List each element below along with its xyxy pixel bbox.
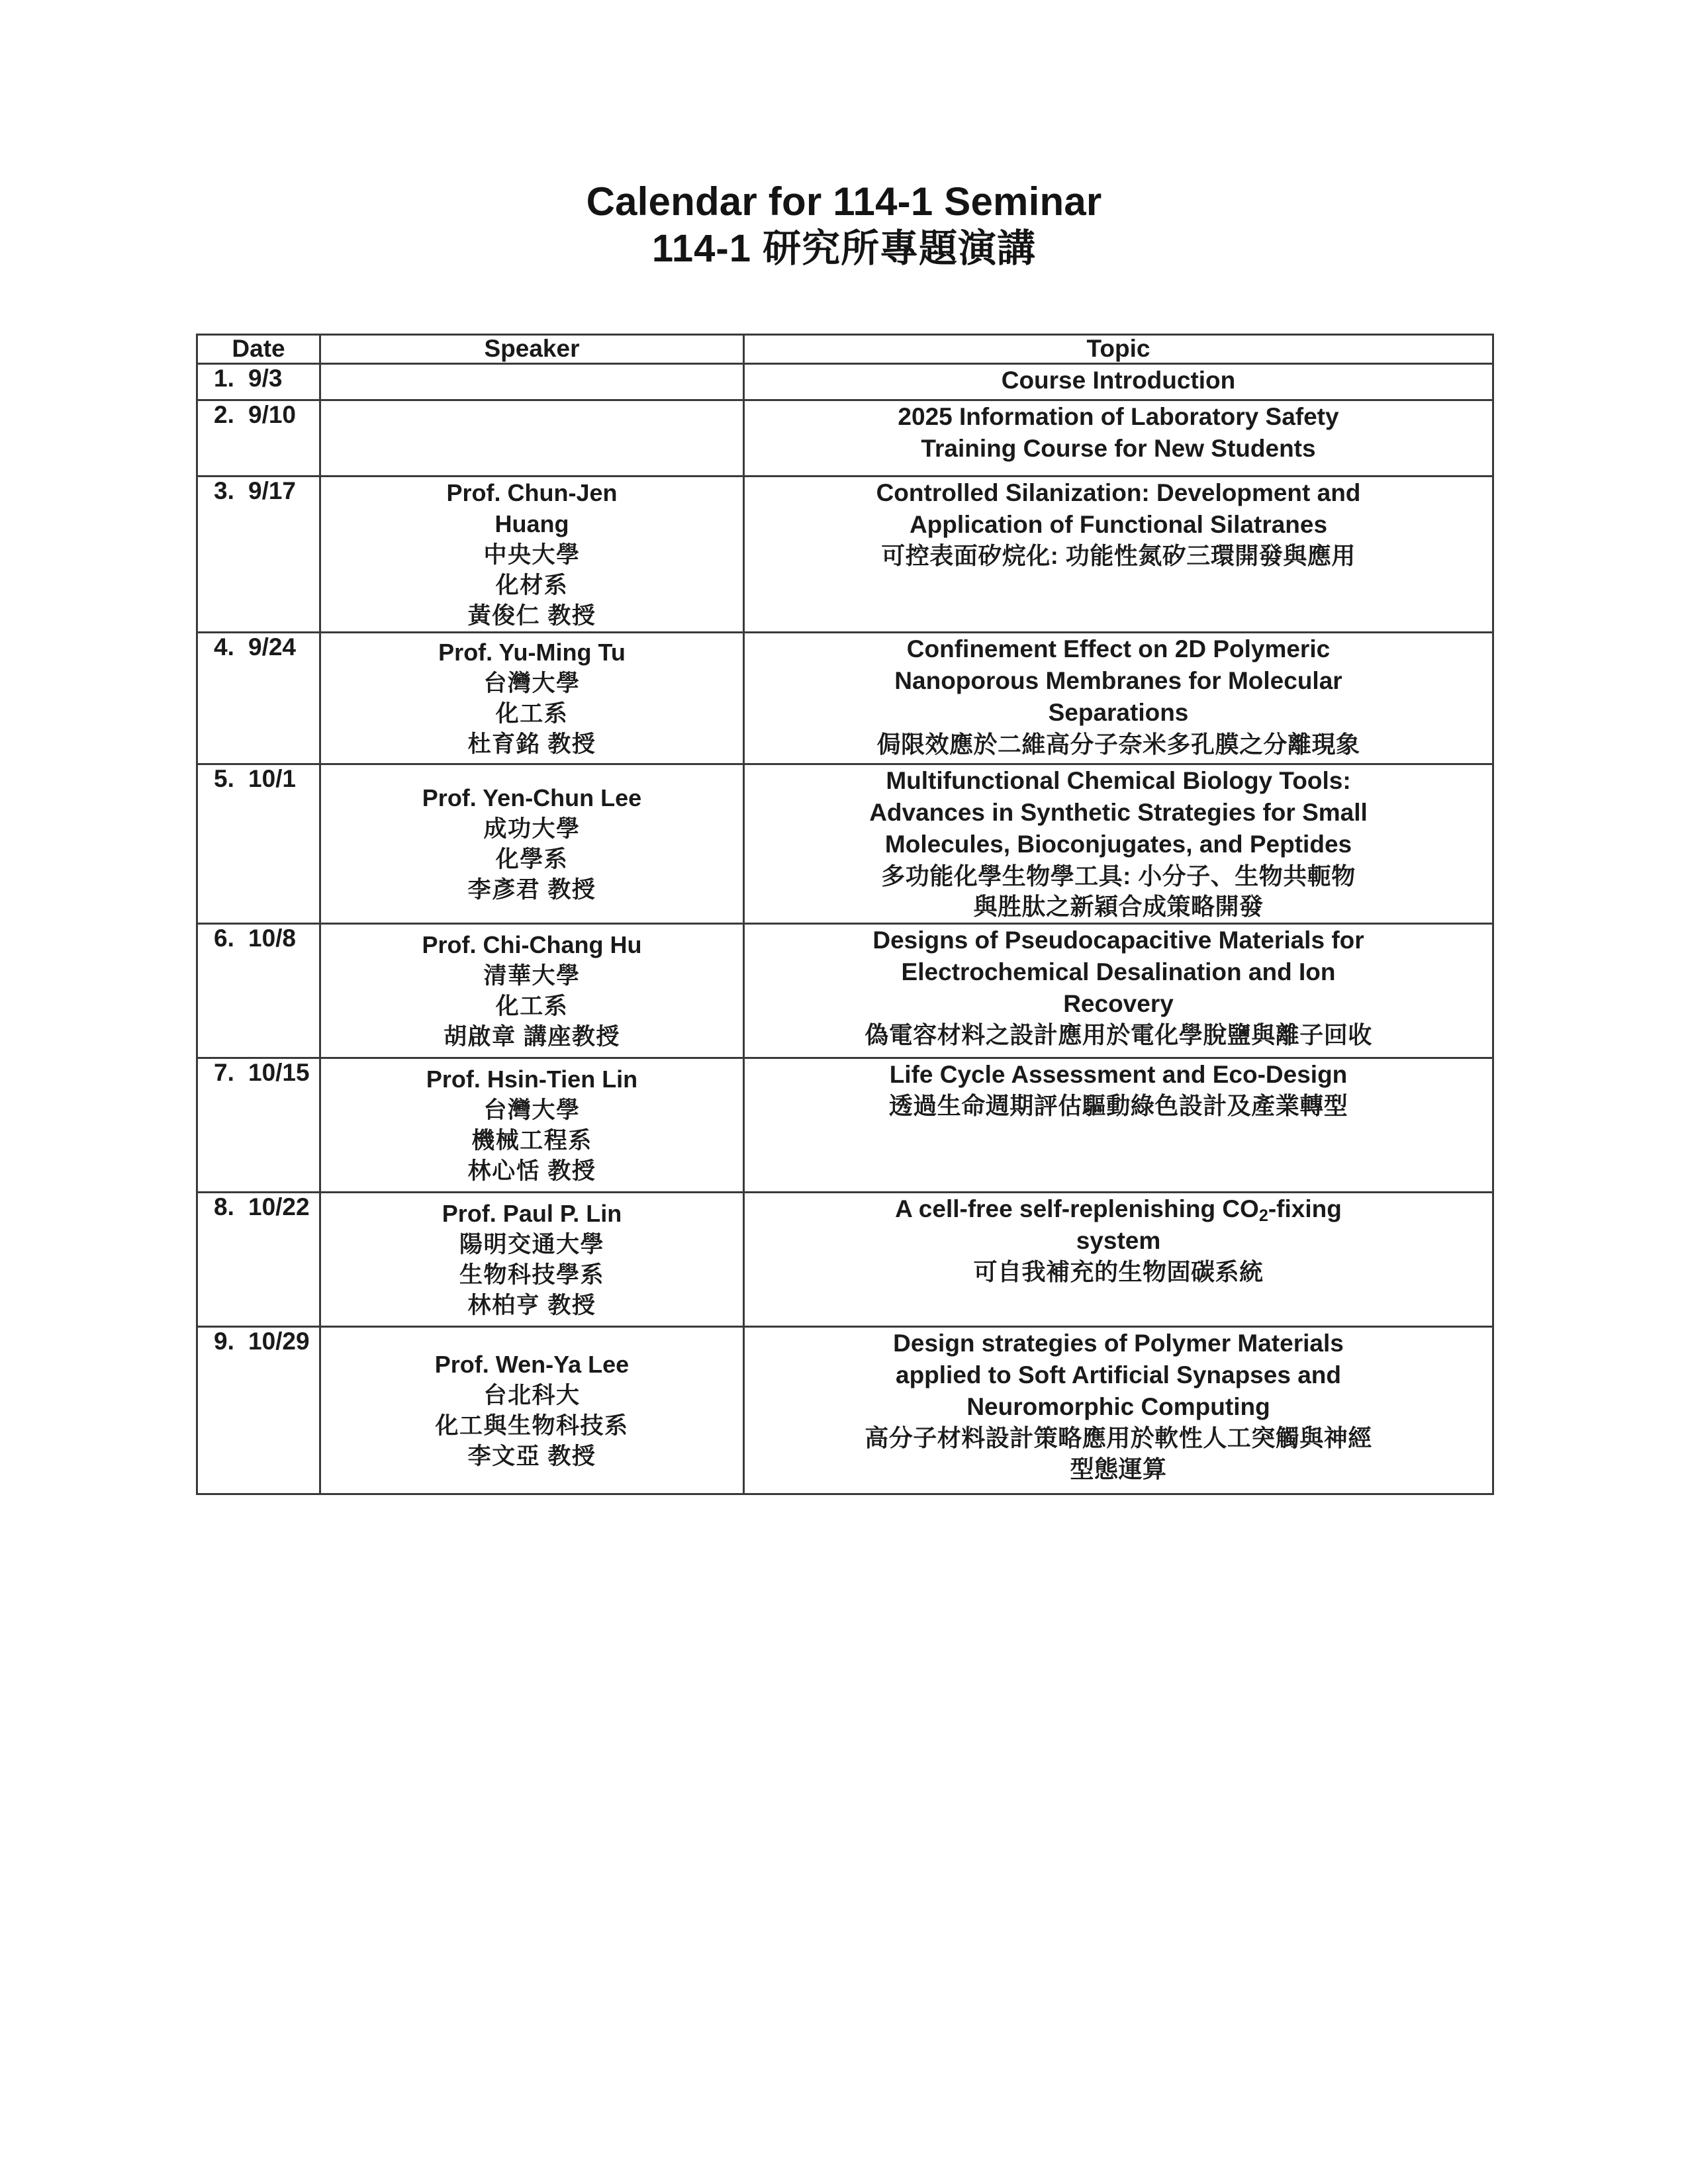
topic-line: 型態運算 xyxy=(1070,1455,1167,1483)
topic-line: 侷限效應於二維高分子奈米多孔膜之分離現象 xyxy=(876,730,1360,758)
speaker-line: 林柏亨 教授 xyxy=(467,1292,596,1318)
table-row xyxy=(197,1193,1493,1327)
schedule-table-wrapper xyxy=(196,334,1492,1495)
row-date-value: 9/3 xyxy=(248,364,283,392)
topic-line: Controlled Silanization: Development and xyxy=(876,478,1361,506)
cell-speaker xyxy=(320,1193,744,1327)
topic-line: A cell-free self-replenishing $CO_2$-fixing xyxy=(895,1195,1342,1225)
row-date-value: 10/8 xyxy=(248,925,297,952)
row-date-value: 9/17 xyxy=(248,477,297,504)
topic-line: Life Cycle Assessment and Eco-Design xyxy=(889,1061,1348,1089)
cell-date xyxy=(197,764,320,924)
speaker-line: Prof. Chi-Chang Hu xyxy=(422,931,642,959)
table-header-row xyxy=(197,334,1493,363)
topic-line: Designs of Pseudocapacitive Materials for xyxy=(872,927,1364,954)
cell-topic xyxy=(744,1058,1493,1193)
row-date-value: 9/24 xyxy=(248,633,297,661)
speaker-line: 台灣大學 xyxy=(483,1097,581,1123)
table-row xyxy=(197,924,1493,1058)
row-date-value: 10/1 xyxy=(248,765,297,793)
cell-date xyxy=(197,363,320,400)
speaker-line: Prof. Wen-Ya Lee xyxy=(434,1351,630,1379)
cell-date xyxy=(197,1327,320,1494)
cell-topic xyxy=(744,924,1493,1058)
speaker-line: 陽明交通大學 xyxy=(459,1231,604,1257)
column-header-speaker: Speaker xyxy=(320,334,744,363)
cell-speaker xyxy=(320,476,744,633)
row-number: 8. xyxy=(214,1193,234,1221)
cell-speaker xyxy=(320,1327,744,1494)
page-title-chinese: 114-1 研究所專題演講 xyxy=(651,227,1037,271)
document-title-block xyxy=(0,0,1688,273)
table-row xyxy=(197,363,1493,400)
speaker-line: Prof. Hsin-Tien Lin xyxy=(426,1066,638,1093)
column-header-topic: Topic xyxy=(744,334,1493,363)
speaker-line: 黃俊仁 教授 xyxy=(467,603,596,629)
topic-line: Neuromorphic Computing xyxy=(966,1393,1270,1421)
table-row xyxy=(197,1327,1493,1494)
column-header-date: Date xyxy=(197,334,320,363)
speaker-line: 林心恬 教授 xyxy=(467,1158,596,1184)
topic-line: 透過生命週期評估驅動綠色設計及產業轉型 xyxy=(888,1092,1348,1120)
cell-date xyxy=(197,633,320,764)
row-number: 6. xyxy=(214,925,234,952)
speaker-line: 化學系 xyxy=(495,846,569,872)
topic-line: Recovery xyxy=(1063,990,1174,1018)
topic-line: 高分子材料設計策略應用於軟性人工突觸與神經 xyxy=(865,1424,1372,1452)
chemical-subscript: 2 xyxy=(1258,1206,1268,1225)
row-number: 5. xyxy=(214,765,234,793)
speaker-line: 李彥君 教授 xyxy=(467,877,596,903)
row-number: 3. xyxy=(214,477,234,504)
topic-line: Course Introduction xyxy=(1001,366,1236,394)
table-row xyxy=(197,1058,1493,1193)
table-row xyxy=(197,400,1493,476)
cell-speaker xyxy=(320,633,744,764)
cell-date xyxy=(197,400,320,476)
cell-date xyxy=(197,1058,320,1193)
row-date-value: 10/29 xyxy=(248,1328,310,1355)
topic-line: Nanoporous Membranes for Molecular xyxy=(894,667,1342,695)
speaker-line: 化工系 xyxy=(495,700,569,727)
topic-line: Confinement Effect on 2D Polymeric xyxy=(906,635,1331,663)
speaker-line: 生物科技學系 xyxy=(459,1261,604,1288)
cell-date xyxy=(197,924,320,1058)
speaker-line: 化工與生物科技系 xyxy=(435,1412,629,1439)
topic-line: Separations xyxy=(1048,699,1189,727)
speaker-line: 李文亞 教授 xyxy=(467,1443,596,1469)
cell-date xyxy=(197,1193,320,1327)
speaker-line: 成功大學 xyxy=(483,815,581,842)
row-date-value: 9/10 xyxy=(248,400,297,428)
row-number: 2. xyxy=(214,400,234,428)
cell-speaker xyxy=(320,924,744,1058)
cell-date xyxy=(197,476,320,633)
row-date-value: 10/22 xyxy=(248,1193,310,1221)
topic-line: system xyxy=(1076,1227,1161,1255)
speaker-line: Prof. Yen-Chun Lee xyxy=(422,784,642,812)
row-number: 4. xyxy=(214,633,234,661)
cell-speaker xyxy=(320,1058,744,1193)
topic-line: 可自我補充的生物固碳系統 xyxy=(973,1258,1264,1286)
speaker-line: Prof. Paul P. Lin xyxy=(442,1200,622,1228)
table-row xyxy=(197,476,1493,633)
speaker-line: Huang xyxy=(494,510,569,538)
cell-topic xyxy=(744,476,1493,633)
speaker-line: 台北科大 xyxy=(483,1382,581,1408)
row-number: 9. xyxy=(214,1328,234,1355)
speaker-line: 化材系 xyxy=(495,572,569,598)
topic-line: 偽電容材料之設計應用於電化學脫鹽與離子回收 xyxy=(865,1021,1372,1049)
cell-topic xyxy=(744,1327,1493,1494)
cell-topic xyxy=(744,1193,1493,1327)
cell-topic xyxy=(744,633,1493,764)
speaker-line: 清華大學 xyxy=(483,962,581,989)
table-row xyxy=(197,633,1493,764)
speaker-line: 化工系 xyxy=(495,993,569,1019)
topic-line: Training Course for New Students xyxy=(921,434,1316,462)
topic-line: Multifunctional Chemical Biology Tools: xyxy=(886,767,1351,795)
speaker-line: 杜育銘 教授 xyxy=(467,731,596,758)
topic-line: Design strategies of Polymer Materials xyxy=(893,1330,1344,1357)
row-number: 7. xyxy=(214,1059,234,1087)
speaker-line: Prof. Chun-Jen xyxy=(446,478,618,506)
row-date-value: 10/15 xyxy=(248,1059,310,1087)
seminar-schedule-table xyxy=(196,334,1494,1495)
cell-topic xyxy=(744,400,1493,476)
speaker-line: 機械工程系 xyxy=(471,1127,592,1154)
speaker-line: 台灣大學 xyxy=(483,670,581,696)
topic-line: 多功能化學生物學工具: 小分子、生物共軛物 xyxy=(881,862,1356,889)
cell-topic xyxy=(744,363,1493,400)
page-title-english: Calendar for 114-1 Seminar xyxy=(586,179,1102,224)
topic-line: 與胜肽之新穎合成策略開發 xyxy=(973,893,1264,921)
topic-line: Application of Functional Silatranes xyxy=(909,510,1328,538)
speaker-line: 胡啟章 講座教授 xyxy=(444,1023,620,1050)
topic-line: 可控表面矽烷化: 功能性氮矽三環開發與應用 xyxy=(881,541,1356,569)
schedule-table-body xyxy=(197,363,1493,1494)
topic-line: Molecules, Bioconjugates, and Peptides xyxy=(884,831,1352,858)
cell-speaker xyxy=(320,363,744,400)
topic-line: Electrochemical Desalination and Ion xyxy=(901,958,1336,986)
speaker-line: Prof. Yu-Ming Tu xyxy=(438,639,626,666)
topic-line: applied to Soft Artificial Synapses and xyxy=(896,1361,1341,1389)
table-row xyxy=(197,764,1493,924)
topic-line: Advances in Synthetic Strategies for Small xyxy=(869,799,1368,827)
cell-topic xyxy=(744,764,1493,924)
cell-speaker xyxy=(320,764,744,924)
row-number: 1. xyxy=(214,364,234,392)
speaker-line: 中央大學 xyxy=(483,541,581,568)
topic-line: 2025 Information of Laboratory Safety xyxy=(898,402,1339,430)
cell-speaker xyxy=(320,400,744,476)
